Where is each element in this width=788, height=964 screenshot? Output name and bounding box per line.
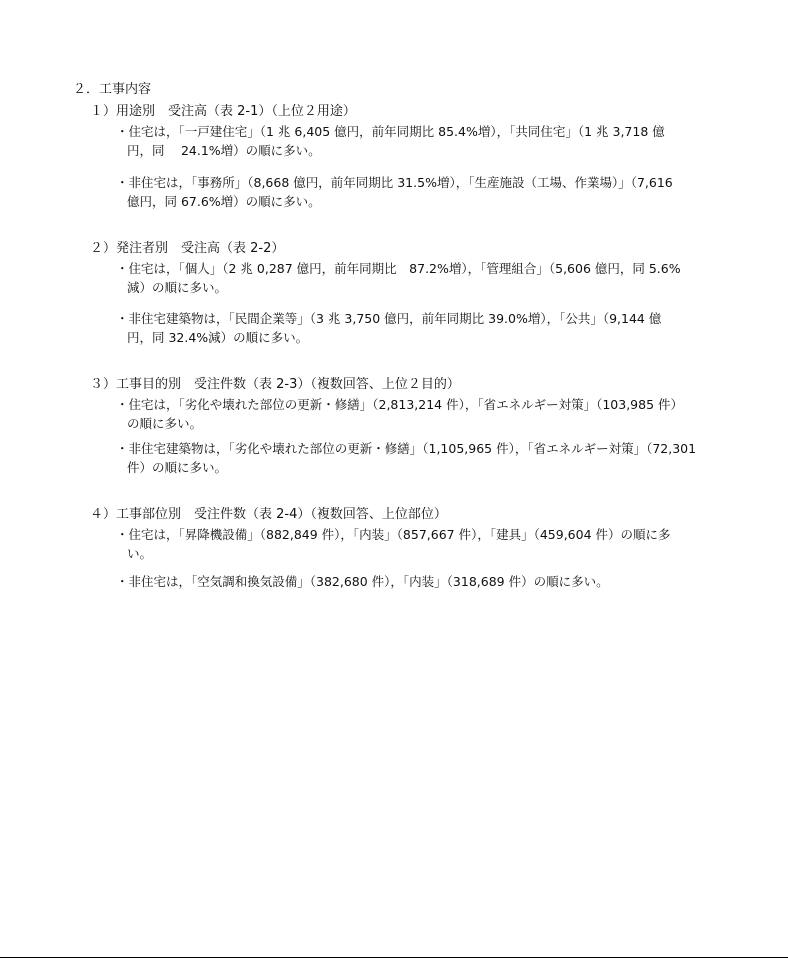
subsection-heading-orderer: ２）発注者別 受注高（表 2-2） bbox=[90, 241, 285, 256]
bullet-line: 円，同 32.4%減）の順に多い。 bbox=[127, 330, 309, 345]
bullet-usage-housing bbox=[116, 122, 722, 160]
bullet-part-nonhousing bbox=[116, 572, 722, 591]
bullet-usage-nonhousing bbox=[116, 173, 722, 211]
bullet-line: 減）の順に多い。 bbox=[127, 280, 228, 295]
bullet-line: ・住宅は，「個人」（2 兆 0,287 億円，前年同期比 87.2%増），「管理組合」（5,606 億円，同 5.6% bbox=[116, 261, 681, 276]
subsection-heading-purpose: ３）工事目的別 受注件数（表 2-3）（複数回答、上位２目的） bbox=[90, 377, 460, 392]
bullet-line: い。 bbox=[127, 546, 153, 561]
bullet-line: 円，同 24.1%増）の順に多い。 bbox=[127, 143, 321, 158]
page-bottom-rule bbox=[0, 957, 788, 958]
bullet-line: ・住宅は，「昇降機設備」（882,849 件），「内装」（857,667 件），「建具」（459,604 件）の順に多 bbox=[116, 527, 671, 542]
bullet-line: ・住宅は，「劣化や壊れた部位の更新・修繕」（2,813,214 件），「省エネルギー対策」（103,985 件） bbox=[116, 397, 684, 412]
bullet-line: ・非住宅は，「事務所」（8,668 億円，前年同期比 31.5%増），「生産施設（工場、作業場）」（7,616 bbox=[116, 175, 673, 190]
subsection-heading-usage: １）用途別 受注高（表 2-1）（上位２用途） bbox=[90, 104, 356, 119]
bullet-purpose-housing bbox=[116, 395, 722, 433]
subsection-heading-part: ４）工事部位別 受注件数（表 2-4）（複数回答、上位部位） bbox=[90, 507, 447, 522]
bullet-line: 億円，同 67.6%増）の順に多い。 bbox=[127, 194, 321, 209]
bullet-purpose-nonhousing bbox=[116, 439, 722, 477]
bullet-part-housing bbox=[116, 525, 722, 563]
section-title: ２．工事内容 bbox=[73, 82, 152, 97]
bullet-line: ・非住宅は，「空気調和換気設備」（382,680 件），「内装」（318,689 件）の順に多い。 bbox=[116, 574, 609, 589]
bullet-orderer-housing bbox=[116, 259, 722, 297]
bullet-line: の順に多い。 bbox=[127, 416, 203, 431]
bullet-line: ・住宅は，「一戸建住宅」（1 兆 6,405 億円，前年同期比 85.4%増），「共同住宅」（1 兆 3,718 億 bbox=[116, 124, 665, 139]
bullet-orderer-nonhousing bbox=[116, 309, 722, 347]
bullet-line: ・非住宅建築物は，「劣化や壊れた部位の更新・修繕」（1,105,965 件），「省エネルギー対策」（72,301 bbox=[116, 441, 697, 456]
bullet-line: 件）の順に多い。 bbox=[127, 460, 228, 475]
bullet-line: ・非住宅建築物は，「民間企業等」（3 兆 3,750 億円，前年同期比 39.0%増），「公共」（9,144 億 bbox=[116, 311, 662, 326]
